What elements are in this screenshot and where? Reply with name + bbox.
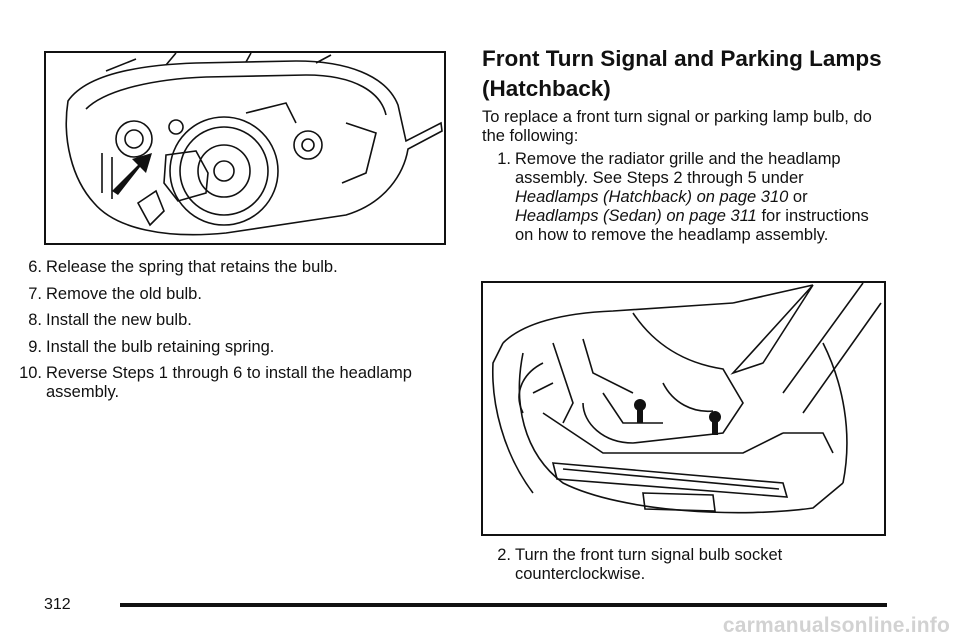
headlamp-bulb-illustration [46,53,444,243]
step-text-part: Remove the radiator grille and the headlamp assembly. See Steps 2 through 5 under [515,150,841,187]
headlamp-bulb-figure [44,51,446,245]
step-number: 2. [497,546,511,564]
step-number: 1. [497,150,511,168]
step-text: Remove the old bulb. [46,284,202,303]
footer-rule [120,603,887,607]
vehicle-front-illustration [483,283,884,534]
step-number: 9. [28,337,42,356]
step-text: Install the new bulb. [46,311,192,329]
step-item [12,338,452,357]
headlamps-hatchback-link[interactable]: Headlamps (Hatchback) on page 310 [515,188,789,206]
step-item [481,546,891,584]
step-text: Turn the front turn signal bulb socket counterclockwise. [515,546,783,583]
step-item [12,285,452,304]
step-number: 10. [19,364,42,382]
intro-paragraph: To replace a front turn signal or parking lamp bulb, do the following: [482,108,872,145]
watermark: carmanualsonline.info [722,614,950,637]
step-item [12,364,452,402]
step-item [12,258,452,277]
step-item [12,311,452,330]
step-number: 6. [28,258,42,276]
step-number: 8. [28,311,42,329]
headlamps-sedan-link[interactable]: Headlamps (Sedan) on page 311 [515,207,757,225]
section-heading: Front Turn Signal and Parking Lamps (Hatchback) [482,46,882,101]
step-item [481,150,891,245]
right-steps-list [481,150,891,245]
step-number: 7. [28,284,42,303]
step-text: Release the spring that retains the bulb. [46,258,338,276]
step-text: Reverse Steps 1 through 6 to install the headlamp assembly. [46,364,412,401]
step-text: Install the bulb retaining spring. [46,337,275,356]
right-steps-list-continued [481,546,891,584]
step-text-part: or [788,188,808,206]
bulb-socket-figure [481,281,886,536]
step-text-part: for instructions on how to remove the headlamp assembly. [515,207,869,244]
page-number: 312 [44,596,71,613]
left-steps-list [12,258,452,402]
step-text [515,150,869,244]
